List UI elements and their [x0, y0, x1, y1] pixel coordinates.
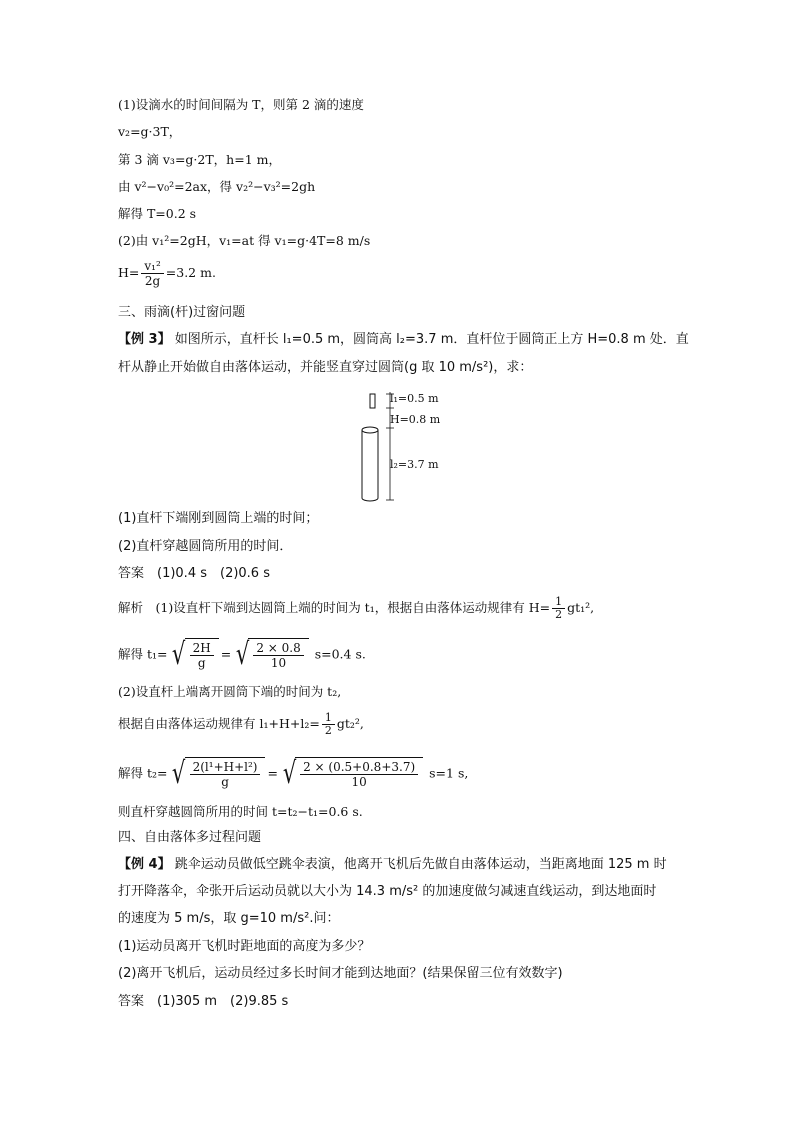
fraction-numerator: 1 [552, 596, 565, 609]
formula-text: 解析 (1)设直杆下端到达圆筒上端的时间为 t₁，根据自由落体运动规律有 H= [118, 600, 551, 615]
formula-text: 解得 t₁= [118, 646, 168, 662]
analysis-formula-line [118, 638, 366, 672]
formula-text: 根据自由落体运动规律有 l₁+H+l₂= [118, 716, 320, 731]
fraction-numerator: 2(l¹+H+l²) [190, 760, 261, 775]
solution-line: (2)由 v₁²=2gH，v₁=at 得 v₁=g·4T=8 m/s [118, 233, 371, 248]
solution-formula-line [118, 259, 216, 288]
question-line: (2)离开飞机后，运动员经过多长时间才能到达地面？(结果保留三位有效数字) [118, 966, 563, 981]
question-line: (2)直杆穿越圆筒所用的时间． [118, 539, 293, 554]
solution-line: 由 v²−v₀²=2ax，得 v₂²−v₃²=2gh [118, 179, 316, 194]
example-line: 杆从静止开始做自由落体运动，并能竖直穿过圆筒(g 取 10 m/s²)，求： [118, 360, 533, 375]
formula-text: gt₁², [567, 600, 595, 615]
formula-text: s=1 s, [429, 765, 469, 781]
fraction [552, 596, 565, 621]
fraction-numerator: v₁² [141, 259, 163, 274]
fraction-numerator: 2H [190, 641, 214, 656]
section-heading: 四、自由落体多过程问题 [118, 830, 262, 845]
fraction-denominator: g [221, 775, 229, 789]
l1-label: l₁=0.5 m [390, 392, 439, 405]
formula-text: H= [118, 265, 140, 280]
figure-drawing [360, 388, 480, 508]
l2-label: l₂=3.7 m [390, 458, 439, 471]
fraction-denominator: 2 [324, 724, 332, 737]
question-line: (1)直杆下端刚到圆筒上端的时间； [118, 511, 319, 526]
formula-text: = [220, 646, 232, 662]
H-label: H=0.8 m [390, 413, 441, 426]
fraction [141, 259, 163, 288]
fraction [300, 760, 418, 789]
solution-line: 解得 T=0.2 s [118, 206, 197, 221]
example-line: 打开降落伞，伞张开后运动员就以大小为 14.3 m/s² 的加速度做匀减速直线运动，到达地面时 [118, 884, 657, 899]
example-line: 的速度为 5 m/s，取 g=10 m/s².问： [118, 911, 340, 926]
answer-line: 答案 (1)305 m (2)9.85 s [118, 994, 289, 1009]
fraction [190, 641, 214, 670]
answer-line: 答案 (1)0.4 s (2)0.6 s [118, 566, 270, 581]
fraction-denominator: 10 [351, 775, 367, 789]
formula-text: = [267, 765, 278, 781]
section-heading: 三、雨滴(杆)过窗问题 [118, 305, 246, 320]
example-line: 跳伞运动员做低空跳伞表演，他离开飞机后先做自由落体运动，当距离地面 125 m 时 [174, 857, 667, 872]
formula-text: gt₂², [336, 716, 364, 731]
fraction-denominator: 2g [144, 274, 161, 288]
sqrt: √ $\frac{2 \times (0.5+0.8+3.7)}{10}$ [280, 757, 423, 791]
formula-text: s=0.4 s. [314, 646, 366, 662]
question-line: (1)运动员离开飞机时距地面的高度为多少？ [118, 939, 371, 954]
fraction-numerator: 1 [322, 712, 335, 725]
example-text [118, 331, 689, 349]
solution-line: 第 3 滴 v₃=g·2T，h=1 m， [118, 152, 281, 167]
formula-text: 解得 t₂= [118, 765, 168, 781]
solution-line: (1)设滴水的时间间隔为 T，则第 2 滴的速度 [118, 97, 364, 112]
analysis-line [118, 596, 594, 621]
fraction-numerator: 2 × (0.5+0.8+3.7) [300, 760, 418, 775]
fraction-numerator: 2 × 0.8 [253, 641, 303, 656]
fraction [190, 760, 261, 789]
solution-line: v₂=g·3T， [118, 124, 182, 139]
analysis-line: (2)设直杆上端离开圆筒下端的时间为 t₂, [118, 684, 342, 699]
fraction-denominator: 10 [270, 656, 287, 670]
analysis-line: 则直杆穿越圆筒所用的时间 t=t₂−t₁=0.6 s. [118, 804, 363, 819]
example-tag: 【例 3】 [118, 332, 171, 347]
formula-text: =3.2 m. [165, 265, 216, 280]
fraction-denominator: g [197, 656, 206, 670]
example-text [118, 856, 667, 874]
analysis-formula-line [118, 757, 468, 791]
fraction [322, 712, 335, 737]
example-tag: 【例 4】 [118, 857, 171, 872]
rod-cylinder-figure [360, 388, 480, 508]
example-line: 如图所示，直杆长 l₁=0.5 m，圆筒高 l₂=3.7 m．直杆位于圆筒正上方 H=0.8 m 处．直 [174, 332, 689, 347]
sqrt: √ $\frac{2 \times 0.8}{10}$ [233, 638, 309, 672]
fraction-denominator: 2 [555, 608, 563, 621]
fraction [253, 641, 303, 670]
analysis-line [118, 712, 364, 737]
sqrt: √ $\frac{2H}{g}$ [169, 638, 218, 672]
sqrt: √ $\frac{\text{2(l¹+H+l²)}}{g}$ [169, 757, 265, 791]
